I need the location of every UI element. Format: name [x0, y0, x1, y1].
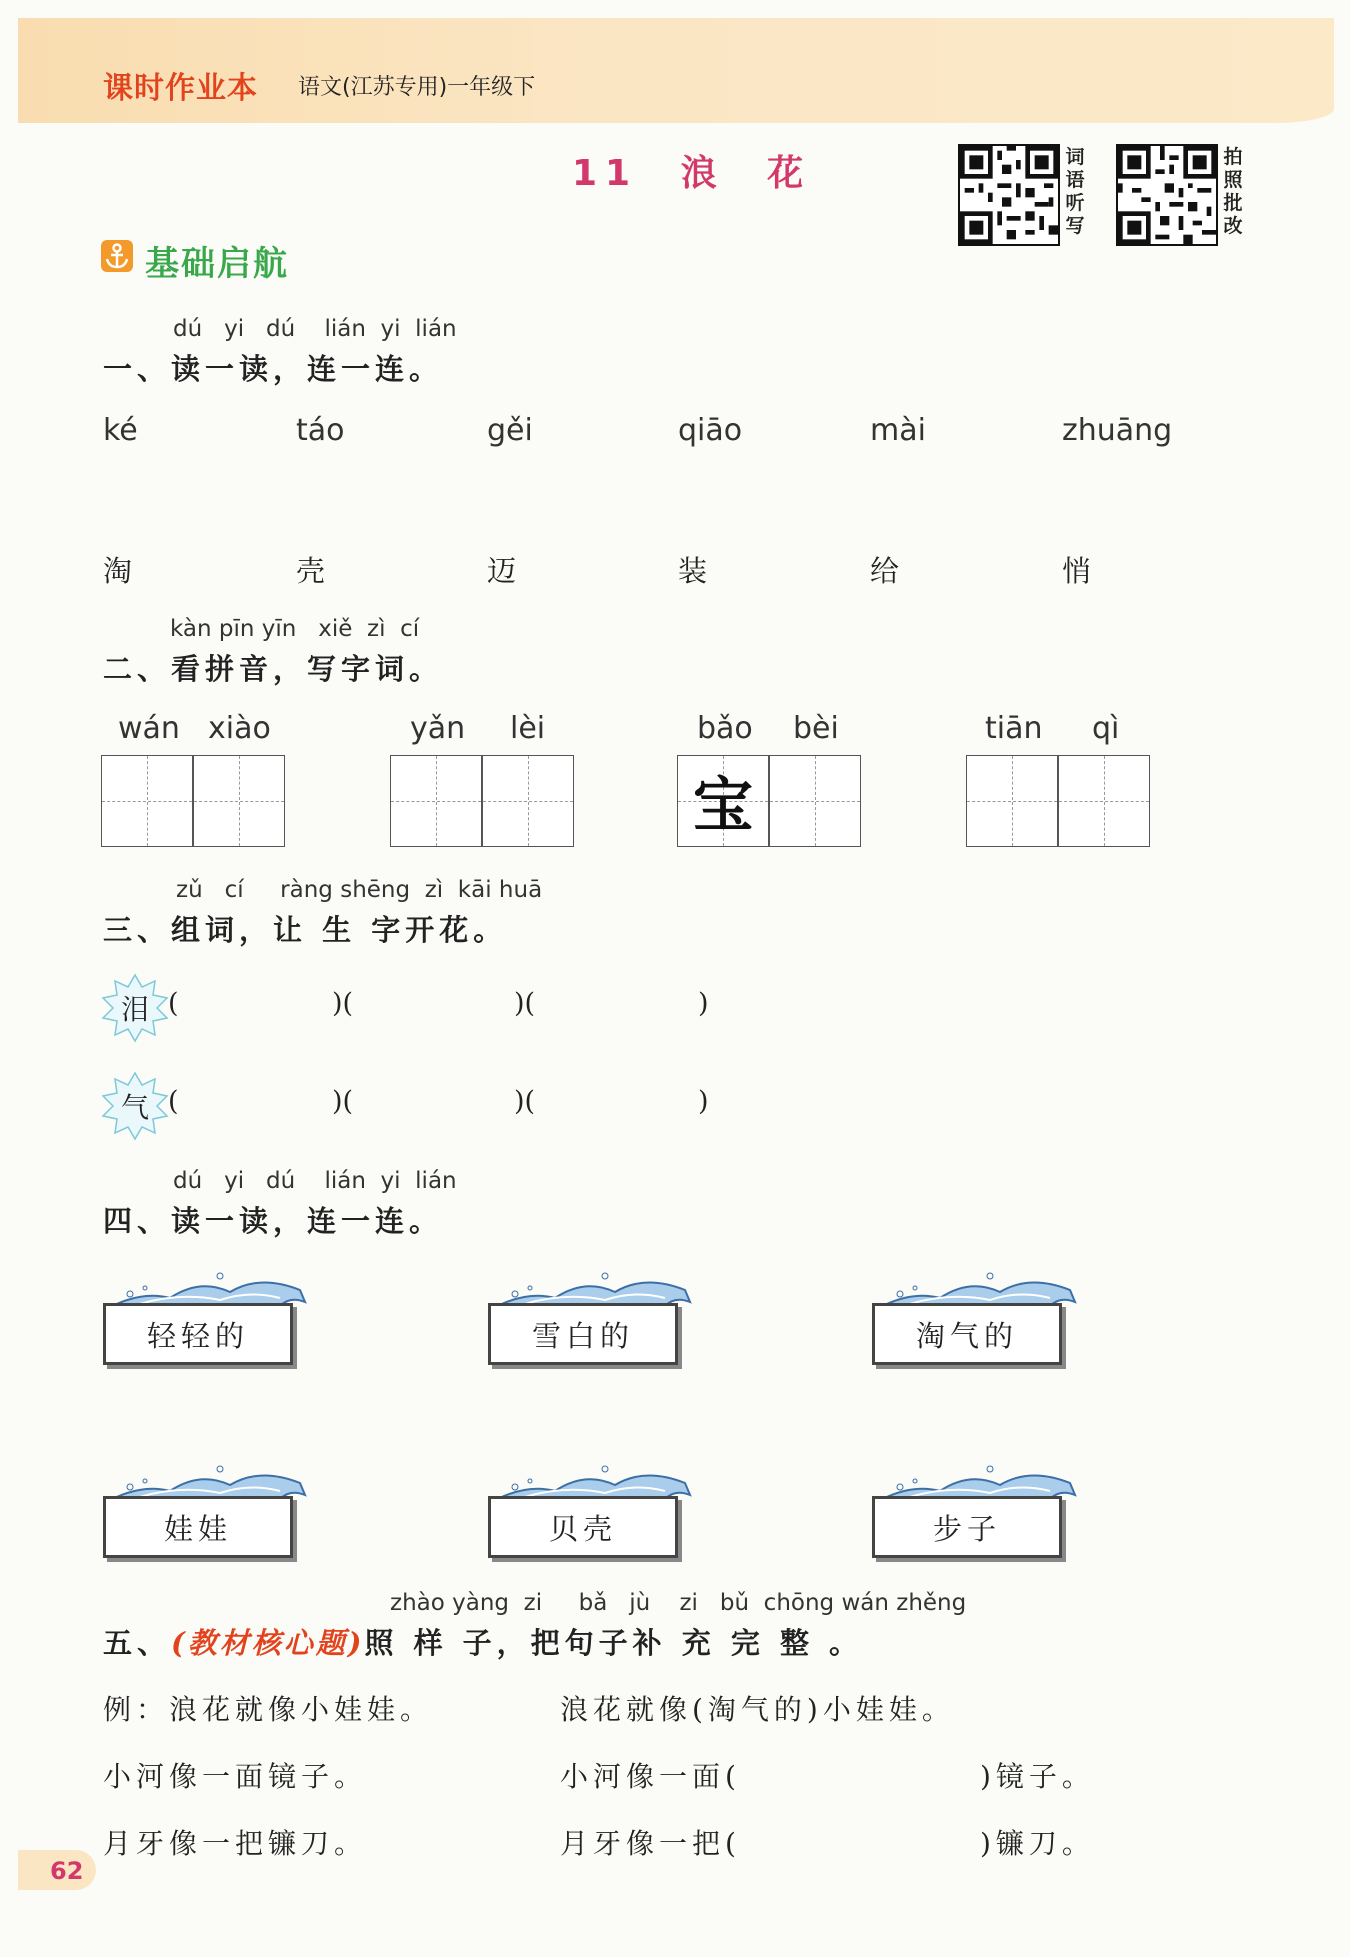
example-right: 浪花就像(淘气的)小娃娃。: [560, 1693, 955, 1726]
writing-grid-cell[interactable]: [390, 755, 482, 847]
q2-word-pinyin: bǎo: [697, 711, 753, 746]
q1-pinyin-item[interactable]: qiāo: [678, 413, 743, 448]
q2-word-pinyin: qì: [1092, 711, 1120, 746]
writing-grid-cell[interactable]: [966, 755, 1058, 847]
q1-char-item[interactable]: 给: [870, 554, 900, 588]
writing-grid-cell[interactable]: [769, 755, 861, 847]
q2-word-pinyin: bèi: [793, 711, 839, 746]
q3-char: 气: [120, 1091, 149, 1124]
q1-char-item[interactable]: 装: [678, 554, 708, 588]
answer-blank[interactable]: )(: [332, 988, 354, 1019]
qr-code-dictation[interactable]: [958, 144, 1060, 246]
q1-char-item[interactable]: 淘: [103, 554, 133, 588]
answer-blank[interactable]: )(: [514, 988, 536, 1019]
q5-sentence-right-start: 月牙像一把(: [560, 1827, 741, 1860]
answer-blank[interactable]: ): [698, 988, 709, 1019]
writing-grid-cell[interactable]: [101, 755, 193, 847]
word-card[interactable]: 轻轻的: [103, 1303, 293, 1365]
book-subtitle: 语文(江苏专用)一年级下: [298, 75, 536, 100]
word-card[interactable]: 贝壳: [488, 1496, 678, 1558]
q5-sentence-left: 小河像一面镜子。: [103, 1760, 368, 1793]
q4-pinyin: dú yi dú lián yi lián: [173, 1168, 457, 1194]
qr-label-photo-grading: 拍 照 批 改: [1223, 146, 1243, 237]
q5-sentence-right-end: )镰刀。: [980, 1827, 1095, 1860]
answer-blank[interactable]: )(: [332, 1086, 354, 1117]
qr-label-dictation: 词 语 听 写: [1065, 146, 1085, 237]
open-paren: (: [168, 988, 179, 1019]
q2-title: 二、看拼音，写字词。: [103, 652, 444, 686]
writing-grid-cell[interactable]: [482, 755, 574, 847]
q1-char-item[interactable]: 悄: [1062, 554, 1092, 588]
q3-char: 泪: [120, 993, 149, 1026]
core-question-tag: (教材核心题): [171, 1626, 365, 1660]
word-card[interactable]: 步子: [872, 1496, 1062, 1558]
q1-pinyin-item[interactable]: gěi: [487, 413, 533, 448]
q3-pinyin: zǔ cí ràng shēng zì kāi huā: [176, 877, 543, 903]
q1-pinyin-item[interactable]: zhuāng: [1062, 413, 1173, 448]
q1-char-item[interactable]: 壳: [296, 554, 326, 588]
q4-title: 四、读一读，连一连。: [103, 1204, 444, 1238]
q2-word-pinyin: lèi: [510, 711, 546, 746]
q5-pinyin: zhào yàng zi bǎ jù zi bǔ chōng wán zhěng: [390, 1590, 967, 1616]
section-title: 基础启航: [145, 244, 289, 284]
word-card[interactable]: 雪白的: [488, 1303, 678, 1365]
answer-blank[interactable]: [760, 1822, 980, 1858]
q1-pinyin-item[interactable]: ké: [103, 413, 138, 448]
answer-blank[interactable]: ): [698, 1086, 709, 1117]
anchor-icon: [101, 240, 133, 272]
q2-pinyin: kàn pīn yīn xiě zì cí: [170, 616, 420, 642]
q2-word-pinyin: xiào: [208, 711, 271, 746]
example-left: 例：浪花就像小娃娃。: [103, 1693, 434, 1726]
q1-char-item[interactable]: 迈: [487, 554, 517, 588]
q2-word-pinyin: tiān: [985, 711, 1043, 746]
answer-blank[interactable]: [760, 1755, 980, 1791]
q3-title: 三、组词，让 生 字开花。: [103, 913, 508, 947]
lesson-title: 11 浪 花: [572, 153, 812, 194]
q5-title: 五、(教材核心题)照 样 子，把句子补 充 完 整 。: [103, 1626, 864, 1660]
q1-pinyin-item[interactable]: táo: [296, 413, 345, 448]
q5-sentence-right-start: 小河像一面(: [560, 1760, 741, 1793]
q5-sentence-left: 月牙像一把镰刀。: [103, 1827, 368, 1860]
open-paren: (: [168, 1086, 179, 1117]
word-card[interactable]: 淘气的: [872, 1303, 1062, 1365]
qr-pattern-icon: [1118, 146, 1216, 244]
writing-grid-cell[interactable]: [1058, 755, 1150, 847]
qr-pattern-icon: [960, 146, 1058, 244]
q1-pinyin-item[interactable]: mài: [870, 413, 926, 448]
q2-word-pinyin: yǎn: [410, 711, 466, 746]
answer-blank[interactable]: )(: [514, 1086, 536, 1117]
word-card[interactable]: 娃娃: [103, 1496, 293, 1558]
writing-grid-cell[interactable]: [193, 755, 285, 847]
q2-word-pinyin: wán: [118, 711, 180, 746]
page-number: 62: [50, 1857, 84, 1885]
q1-title: 一、读一读，连一连。: [103, 352, 444, 386]
q1-pinyin: dú yi dú lián yi lián: [173, 316, 457, 342]
book-brand: 课时作业本: [103, 71, 258, 106]
writing-grid-cell[interactable]: 宝: [677, 755, 769, 847]
q5-sentence-right-end: )镜子。: [980, 1760, 1095, 1793]
qr-code-photo-grading[interactable]: [1116, 144, 1218, 246]
